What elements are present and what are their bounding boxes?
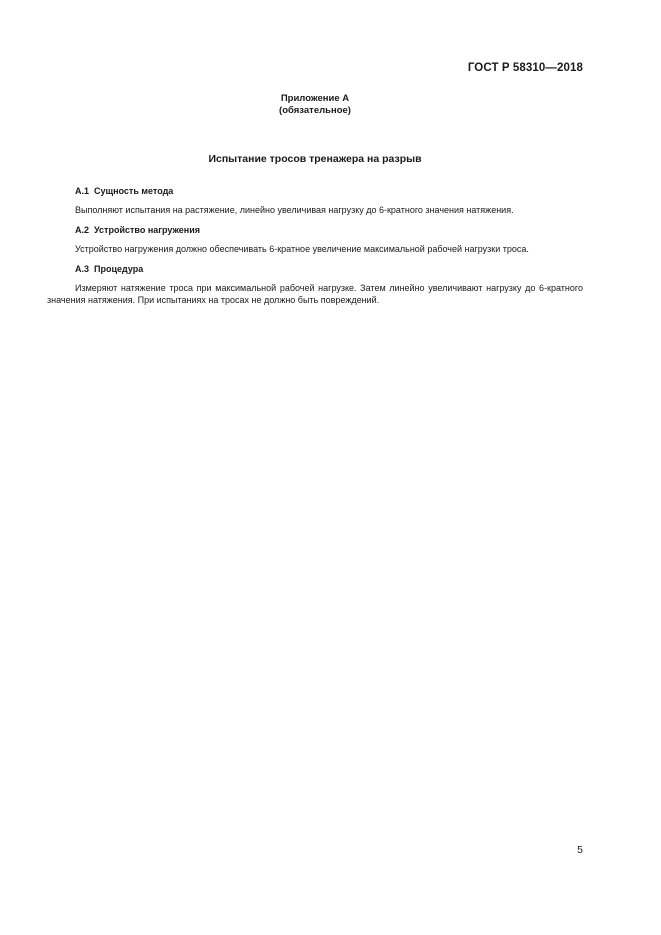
clause-a2	[47, 224, 583, 255]
clause-title: Процедура	[94, 264, 144, 274]
clause-title: Устройство нагружения	[94, 225, 200, 235]
clause-number: А.3	[75, 264, 90, 274]
standard-code-header: ГОСТ Р 58310—2018	[467, 62, 583, 74]
clause-text: Измеряют натяжение троса при максимальной рабочей нагрузке. Затем линейно увеличивают нагрузку до 6-кратного значения натяжения. При испытаниях на тросах не должно быть повреждений.	[47, 283, 583, 305]
clause-heading	[47, 224, 583, 236]
clause-a3	[47, 263, 583, 306]
clause-heading	[47, 185, 583, 197]
clause-heading	[47, 263, 583, 275]
page-number: 5	[577, 844, 583, 856]
section-title: Испытание тросов тренажера на разрыв	[208, 153, 422, 165]
clause-number: А.1	[75, 186, 90, 196]
clause-title: Сущность метода	[94, 186, 174, 196]
clauses-content	[47, 185, 583, 314]
clause-text: Устройство нагружения должно обеспечивать 6-кратное увеличение максимальной рабочей нагрузки троса.	[75, 244, 529, 254]
appendix-heading	[0, 93, 630, 117]
appendix-status: (обязательное)	[279, 105, 351, 116]
appendix-title: Приложение А	[280, 93, 350, 104]
clause-a1	[47, 185, 583, 216]
clause-text: Выполняют испытания на растяжение, линейно увеличивая нагрузку до 6-кратного значения натяжения.	[75, 205, 514, 215]
clause-number: А.2	[75, 225, 90, 235]
